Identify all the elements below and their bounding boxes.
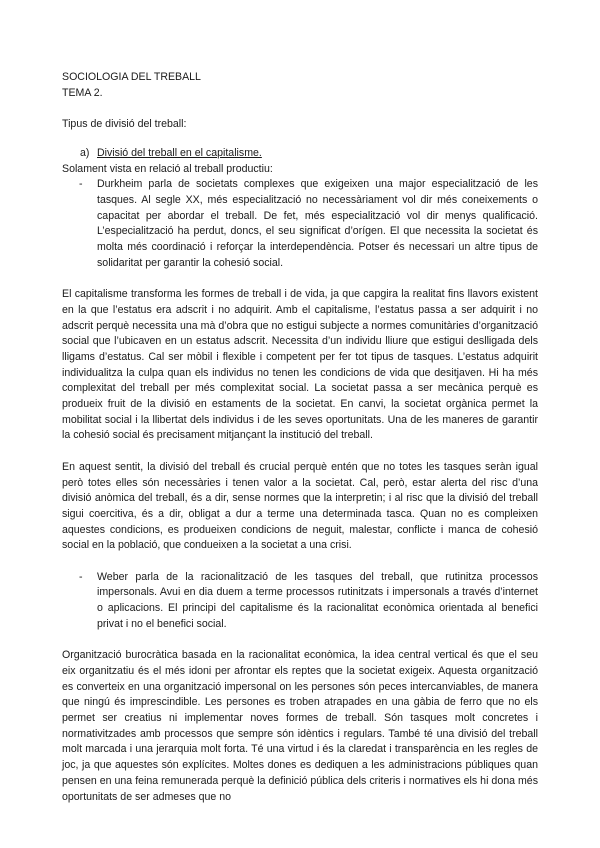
subsection-label: a) [80,146,90,159]
spacer [62,271,538,287]
paragraph-capitalism: El capitalisme transforma les formes de treball i de vida, ja que capgira la realitat fins llavors existent en la que l’estatus era adscrit i no adquirit. Amb el capitalisme, l’estatus passa a ser adquirit i no adscrit perquè necessita una mà d’obra que no estigui subjecte a normes comunitàries d’organització social que l’ubicaven en un estatus adscrit. Necessita d’un individu lliure que estigui deslligada dels lligams d’estatus. Cal ser mòbil i flexible i competent per fer tot tipus de tasques. L’estatus adquirit individualitza la culpa quan els individus no tenen les condicions de vida que desitjaven. Hi ha més complexitat del treball per més complexitat social. La societat passa a ser mecànica perquè es produeix fruit de la divisió en estaments de la societat. En canvi, la societat orgànica permet la mobilitat social i la llibertat dels individus i de les seves oportunitats. Una de les maneres de garantir la cohesió social és precisament mitjançant la institució del treball. [62,288,538,442]
paragraph-division: En aquest sentit, la divisió del treball és crucial perquè entén que no totes les tasques seràn igual però totes elles són necessàries i tenen valor a la societat. Cal, però, estar alerta del risc d’una divisió anòmica del treball, és a dir, sense normes que la interpretin; i al risc que la divisió del treball sigui coercitiva, és a dir, obligat a dur a terme una determinada tasca. Quan no es compleixen aquestes condicions, es produeixen condicions de neguit, malestar, conflicte i manca de cohesió social en la població, que condueixen a la societat a una crisi. [62,460,538,552]
bullet-weber [62,570,538,633]
spacer [62,101,538,117]
bullet-text: Durkheim parla de societats complexes que exigeixen una major especialització de les tasques. Al segle XX, més especialització no necessàriament vol dir més coneixements o capacitat per abordar el treball. De fet, més especialització vol dir menys qualificació. L’especialització ha perdut, doncs, el seu significat d’orígen. El que necessita la societat és molta més coordinació i reforçar la interdependència. Potser és necessari un altre tipus de solidaritat per garantir la cohesió social. [97,178,538,269]
topic-number: TEMA 2. [62,86,103,99]
spacer [62,444,538,460]
spacer [62,633,538,649]
spacer [62,133,538,146]
document-page [62,70,538,805]
section-title: Tipus de divisió del treball: [62,118,187,131]
paragraph-bureaucracy: Organització burocràtica basada en la racionalitat econòmica, la idea central vertical és que el seu eix organitzatiu és el més idoni per afrontar els reptes que la societat exigeix. Aquesta organització es converteix en una organització impersonal on les persones són peces intercanviables, de manera que ningú és imprescindible. Les persones es troben atrapades en una gàbia de ferro que no els permet ser creatius ni implementar noves formes de treball. Són tasques molt concretes i normativitzades amb processos que sempre són idèntics i regulars. També té una divisió del treball molt marcada i una jerarquia molt forta. Té una virtud i és la claredat i transparència en les regles de joc, ja que aquestes són explícites. Moltes dones es dediquen a les administracions públiques quan pensen en una feina remunerada perquè la definició pública dels criteris i normatives els hi dona més oportunitats de ser admeses que no [62,649,538,803]
subsection-heading [80,146,538,162]
bullet-durkheim [62,177,538,271]
intro-line: Solament vista en relació al treball productiu: [62,162,273,175]
bullet-text: Weber parla de la racionalització de les tasques del treball, que rutinitza processos impersonals. Avui en dia duem a terme processos rutinitzats i impersonals a través d’internet o aplicacions. El principi del capitalisme és la racionalitat econòmica orientada al benefici privat i no el benefici social. [97,570,538,630]
document-heading: SOCIOLOGIA DEL TREBALL [62,71,201,83]
bullet-marker: - [79,570,83,583]
spacer [62,554,538,570]
subsection-title: Divisió del treball en el capitalisme. [97,146,262,159]
bullet-marker: - [79,178,83,191]
